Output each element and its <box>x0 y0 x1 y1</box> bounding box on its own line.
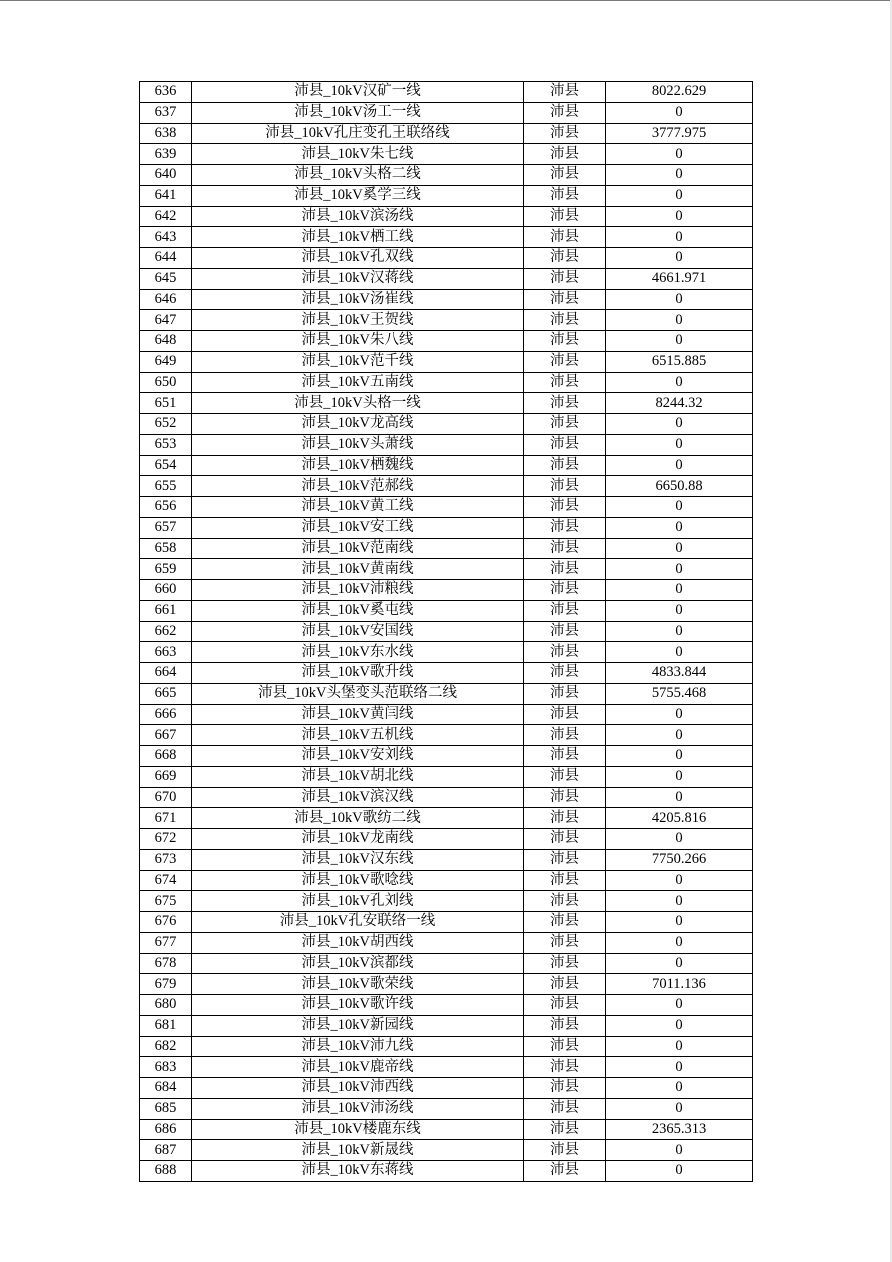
table-row <box>140 476 753 497</box>
table-row <box>140 227 753 248</box>
region-cell: 沛县 <box>524 289 606 310</box>
region-cell: 沛县 <box>524 248 606 269</box>
table-row <box>140 1015 753 1036</box>
line-name-cell: 沛县_10kV滨都线 <box>192 953 524 974</box>
value-cell: 6515.885 <box>606 351 753 372</box>
value-cell: 2365.313 <box>606 1119 753 1140</box>
line-name-cell: 沛县_10kV王贺线 <box>192 310 524 331</box>
line-name-cell: 沛县_10kV头格一线 <box>192 393 524 414</box>
row-index-cell: 645 <box>140 268 192 289</box>
value-cell: 0 <box>606 642 753 663</box>
row-index-cell: 681 <box>140 1015 192 1036</box>
line-data-table <box>139 81 753 1182</box>
table-row <box>140 953 753 974</box>
region-cell: 沛县 <box>524 517 606 538</box>
value-cell: 0 <box>606 331 753 352</box>
region-cell: 沛县 <box>524 995 606 1016</box>
row-index-cell: 676 <box>140 912 192 933</box>
value-cell: 0 <box>606 1057 753 1078</box>
line-name-cell: 沛县_10kV鹿帝线 <box>192 1057 524 1078</box>
table-row <box>140 912 753 933</box>
line-name-cell: 沛县_10kV汤工一线 <box>192 102 524 123</box>
row-index-cell: 664 <box>140 663 192 684</box>
table-row <box>140 351 753 372</box>
region-cell: 沛县 <box>524 974 606 995</box>
table-row <box>140 559 753 580</box>
table-row <box>140 995 753 1016</box>
region-cell: 沛县 <box>524 912 606 933</box>
row-index-cell: 670 <box>140 787 192 808</box>
region-cell: 沛县 <box>524 144 606 165</box>
value-cell: 3777.975 <box>606 123 753 144</box>
line-name-cell: 沛县_10kV栖工线 <box>192 227 524 248</box>
table-row <box>140 1078 753 1099</box>
table-row <box>140 932 753 953</box>
line-name-cell: 沛县_10kV头萧线 <box>192 434 524 455</box>
row-index-cell: 648 <box>140 331 192 352</box>
line-name-cell: 沛县_10kV汉矿一线 <box>192 82 524 103</box>
row-index-cell: 667 <box>140 725 192 746</box>
row-index-cell: 675 <box>140 891 192 912</box>
table-row <box>140 434 753 455</box>
row-index-cell: 651 <box>140 393 192 414</box>
value-cell: 0 <box>606 1140 753 1161</box>
table-row <box>140 746 753 767</box>
row-index-cell: 637 <box>140 102 192 123</box>
region-cell: 沛县 <box>524 1015 606 1036</box>
line-name-cell: 沛县_10kV孔庄变孔王联络线 <box>192 123 524 144</box>
value-cell: 8244.32 <box>606 393 753 414</box>
row-index-cell: 652 <box>140 414 192 435</box>
line-name-cell: 沛县_10kV歌唸线 <box>192 870 524 891</box>
value-cell: 0 <box>606 912 753 933</box>
region-cell: 沛县 <box>524 165 606 186</box>
table-row <box>140 1140 753 1161</box>
row-index-cell: 646 <box>140 289 192 310</box>
region-cell: 沛县 <box>524 787 606 808</box>
row-index-cell: 642 <box>140 206 192 227</box>
region-cell: 沛县 <box>524 102 606 123</box>
table-row <box>140 310 753 331</box>
region-cell: 沛县 <box>524 1140 606 1161</box>
row-index-cell: 638 <box>140 123 192 144</box>
row-index-cell: 636 <box>140 82 192 103</box>
table-row <box>140 455 753 476</box>
table-row <box>140 331 753 352</box>
row-index-cell: 665 <box>140 683 192 704</box>
line-name-cell: 沛县_10kV胡西线 <box>192 932 524 953</box>
region-cell: 沛县 <box>524 600 606 621</box>
row-index-cell: 663 <box>140 642 192 663</box>
line-name-cell: 沛县_10kV范南线 <box>192 538 524 559</box>
table-row <box>140 725 753 746</box>
table-row <box>140 1098 753 1119</box>
table-row <box>140 580 753 601</box>
value-cell: 0 <box>606 725 753 746</box>
line-name-cell: 沛县_10kV黄闫线 <box>192 704 524 725</box>
value-cell: 0 <box>606 165 753 186</box>
line-name-cell: 沛县_10kV歌荣线 <box>192 974 524 995</box>
row-index-cell: 639 <box>140 144 192 165</box>
row-index-cell: 662 <box>140 621 192 642</box>
value-cell: 0 <box>606 995 753 1016</box>
value-cell: 0 <box>606 559 753 580</box>
region-cell: 沛县 <box>524 849 606 870</box>
line-name-cell: 沛县_10kV朱八线 <box>192 331 524 352</box>
table-row <box>140 600 753 621</box>
table-row <box>140 123 753 144</box>
row-index-cell: 657 <box>140 517 192 538</box>
table-row <box>140 642 753 663</box>
table-row <box>140 974 753 995</box>
line-name-cell: 沛县_10kV头格二线 <box>192 165 524 186</box>
line-name-cell: 沛县_10kV汉东线 <box>192 849 524 870</box>
region-cell: 沛县 <box>524 663 606 684</box>
line-name-cell: 沛县_10kV安国线 <box>192 621 524 642</box>
region-cell: 沛县 <box>524 227 606 248</box>
row-index-cell: 678 <box>140 953 192 974</box>
line-name-cell: 沛县_10kV黄南线 <box>192 559 524 580</box>
line-name-cell: 沛县_10kV龙南线 <box>192 829 524 850</box>
value-cell: 4661.971 <box>606 268 753 289</box>
region-cell: 沛县 <box>524 351 606 372</box>
value-cell: 0 <box>606 538 753 559</box>
table-body <box>140 82 753 1182</box>
row-index-cell: 643 <box>140 227 192 248</box>
row-index-cell: 669 <box>140 766 192 787</box>
region-cell: 沛县 <box>524 766 606 787</box>
row-index-cell: 683 <box>140 1057 192 1078</box>
row-index-cell: 674 <box>140 870 192 891</box>
value-cell: 0 <box>606 580 753 601</box>
table-row <box>140 766 753 787</box>
value-cell: 0 <box>606 746 753 767</box>
row-index-cell: 672 <box>140 829 192 850</box>
line-name-cell: 沛县_10kV歌纺二线 <box>192 808 524 829</box>
table-row <box>140 165 753 186</box>
row-index-cell: 655 <box>140 476 192 497</box>
region-cell: 沛县 <box>524 455 606 476</box>
row-index-cell: 677 <box>140 932 192 953</box>
line-name-cell: 沛县_10kV新园线 <box>192 1015 524 1036</box>
row-index-cell: 653 <box>140 434 192 455</box>
table-row <box>140 891 753 912</box>
region-cell: 沛县 <box>524 580 606 601</box>
region-cell: 沛县 <box>524 683 606 704</box>
table-row <box>140 393 753 414</box>
line-name-cell: 沛县_10kV栖魏线 <box>192 455 524 476</box>
line-name-cell: 沛县_10kV沛粮线 <box>192 580 524 601</box>
table-row <box>140 497 753 518</box>
value-cell: 0 <box>606 414 753 435</box>
row-index-cell: 668 <box>140 746 192 767</box>
region-cell: 沛县 <box>524 310 606 331</box>
table-row <box>140 849 753 870</box>
value-cell: 8022.629 <box>606 82 753 103</box>
value-cell: 0 <box>606 1161 753 1182</box>
table-row <box>140 248 753 269</box>
region-cell: 沛县 <box>524 476 606 497</box>
region-cell: 沛县 <box>524 932 606 953</box>
line-name-cell: 沛县_10kV龙高线 <box>192 414 524 435</box>
value-cell: 0 <box>606 455 753 476</box>
value-cell: 0 <box>606 372 753 393</box>
value-cell: 0 <box>606 600 753 621</box>
value-cell: 0 <box>606 870 753 891</box>
value-cell: 0 <box>606 953 753 974</box>
table-row <box>140 372 753 393</box>
value-cell: 0 <box>606 434 753 455</box>
region-cell: 沛县 <box>524 1057 606 1078</box>
value-cell: 0 <box>606 829 753 850</box>
value-cell: 0 <box>606 289 753 310</box>
region-cell: 沛县 <box>524 414 606 435</box>
line-name-cell: 沛县_10kV滨汤线 <box>192 206 524 227</box>
table-row <box>140 1057 753 1078</box>
value-cell: 0 <box>606 248 753 269</box>
table-row <box>140 787 753 808</box>
table-row <box>140 1119 753 1140</box>
value-cell: 0 <box>606 1098 753 1119</box>
value-cell: 0 <box>606 185 753 206</box>
line-name-cell: 沛县_10kV孔刘线 <box>192 891 524 912</box>
value-cell: 0 <box>606 1078 753 1099</box>
line-name-cell: 沛县_10kV五南线 <box>192 372 524 393</box>
region-cell: 沛县 <box>524 1098 606 1119</box>
region-cell: 沛县 <box>524 808 606 829</box>
line-name-cell: 沛县_10kV东水线 <box>192 642 524 663</box>
row-index-cell: 654 <box>140 455 192 476</box>
line-name-cell: 沛县_10kV孔安联络一线 <box>192 912 524 933</box>
value-cell: 0 <box>606 787 753 808</box>
line-name-cell: 沛县_10kV楼鹿东线 <box>192 1119 524 1140</box>
value-cell: 4833.844 <box>606 663 753 684</box>
row-index-cell: 671 <box>140 808 192 829</box>
region-cell: 沛县 <box>524 891 606 912</box>
row-index-cell: 688 <box>140 1161 192 1182</box>
row-index-cell: 647 <box>140 310 192 331</box>
value-cell: 0 <box>606 891 753 912</box>
region-cell: 沛县 <box>524 1119 606 1140</box>
line-name-cell: 沛县_10kV滨汉线 <box>192 787 524 808</box>
value-cell: 0 <box>606 310 753 331</box>
table-row <box>140 268 753 289</box>
region-cell: 沛县 <box>524 497 606 518</box>
value-cell: 0 <box>606 227 753 248</box>
region-cell: 沛县 <box>524 268 606 289</box>
region-cell: 沛县 <box>524 331 606 352</box>
region-cell: 沛县 <box>524 1078 606 1099</box>
row-index-cell: 661 <box>140 600 192 621</box>
line-name-cell: 沛县_10kV歌许线 <box>192 995 524 1016</box>
line-name-cell: 沛县_10kV黄工线 <box>192 497 524 518</box>
row-index-cell: 680 <box>140 995 192 1016</box>
line-name-cell: 沛县_10kV朱七线 <box>192 144 524 165</box>
region-cell: 沛县 <box>524 1161 606 1182</box>
row-index-cell: 682 <box>140 1036 192 1057</box>
line-name-cell: 沛县_10kV安刘线 <box>192 746 524 767</box>
table-row <box>140 683 753 704</box>
line-name-cell: 沛县_10kV沛西线 <box>192 1078 524 1099</box>
row-index-cell: 649 <box>140 351 192 372</box>
line-name-cell: 沛县_10kV沛九线 <box>192 1036 524 1057</box>
value-cell: 0 <box>606 1015 753 1036</box>
line-name-cell: 沛县_10kV歌升线 <box>192 663 524 684</box>
value-cell: 0 <box>606 144 753 165</box>
table-row <box>140 621 753 642</box>
value-cell: 0 <box>606 1036 753 1057</box>
table-row <box>140 663 753 684</box>
region-cell: 沛县 <box>524 704 606 725</box>
row-index-cell: 684 <box>140 1078 192 1099</box>
row-index-cell: 640 <box>140 165 192 186</box>
table-row <box>140 206 753 227</box>
row-index-cell: 644 <box>140 248 192 269</box>
region-cell: 沛县 <box>524 123 606 144</box>
line-name-cell: 沛县_10kV安工线 <box>192 517 524 538</box>
region-cell: 沛县 <box>524 82 606 103</box>
row-index-cell: 685 <box>140 1098 192 1119</box>
line-name-cell: 沛县_10kV孔双线 <box>192 248 524 269</box>
value-cell: 6650.88 <box>606 476 753 497</box>
table-row <box>140 144 753 165</box>
table-row <box>140 704 753 725</box>
line-name-cell: 沛县_10kV范郝线 <box>192 476 524 497</box>
region-cell: 沛县 <box>524 559 606 580</box>
region-cell: 沛县 <box>524 870 606 891</box>
page-top-border <box>0 0 892 1</box>
line-name-cell: 沛县_10kV头堡变头范联络二线 <box>192 683 524 704</box>
table-row <box>140 1161 753 1182</box>
value-cell: 0 <box>606 102 753 123</box>
line-name-cell: 沛县_10kV汤崔线 <box>192 289 524 310</box>
value-cell: 0 <box>606 517 753 538</box>
line-name-cell: 沛县_10kV新晟线 <box>192 1140 524 1161</box>
row-index-cell: 650 <box>140 372 192 393</box>
value-cell: 4205.816 <box>606 808 753 829</box>
value-cell: 0 <box>606 497 753 518</box>
row-index-cell: 659 <box>140 559 192 580</box>
value-cell: 7750.266 <box>606 849 753 870</box>
region-cell: 沛县 <box>524 372 606 393</box>
region-cell: 沛县 <box>524 206 606 227</box>
row-index-cell: 658 <box>140 538 192 559</box>
line-name-cell: 沛县_10kV奚学三线 <box>192 185 524 206</box>
line-name-cell: 沛县_10kV范千线 <box>192 351 524 372</box>
region-cell: 沛县 <box>524 621 606 642</box>
table-row <box>140 538 753 559</box>
table-row <box>140 289 753 310</box>
line-name-cell: 沛县_10kV汉蒋线 <box>192 268 524 289</box>
row-index-cell: 660 <box>140 580 192 601</box>
region-cell: 沛县 <box>524 953 606 974</box>
line-name-cell: 沛县_10kV胡北线 <box>192 766 524 787</box>
table-row <box>140 102 753 123</box>
row-index-cell: 673 <box>140 849 192 870</box>
table-row <box>140 870 753 891</box>
region-cell: 沛县 <box>524 725 606 746</box>
table-row <box>140 1036 753 1057</box>
row-index-cell: 686 <box>140 1119 192 1140</box>
row-index-cell: 641 <box>140 185 192 206</box>
value-cell: 0 <box>606 621 753 642</box>
value-cell: 0 <box>606 704 753 725</box>
region-cell: 沛县 <box>524 393 606 414</box>
line-name-cell: 沛县_10kV奚屯线 <box>192 600 524 621</box>
region-cell: 沛县 <box>524 434 606 455</box>
table-row <box>140 808 753 829</box>
row-index-cell: 687 <box>140 1140 192 1161</box>
region-cell: 沛县 <box>524 829 606 850</box>
table-row <box>140 829 753 850</box>
table-row <box>140 82 753 103</box>
region-cell: 沛县 <box>524 1036 606 1057</box>
value-cell: 5755.468 <box>606 683 753 704</box>
region-cell: 沛县 <box>524 746 606 767</box>
value-cell: 0 <box>606 766 753 787</box>
line-name-cell: 沛县_10kV五机线 <box>192 725 524 746</box>
row-index-cell: 656 <box>140 497 192 518</box>
table-row <box>140 414 753 435</box>
value-cell: 0 <box>606 206 753 227</box>
row-index-cell: 666 <box>140 704 192 725</box>
line-name-cell: 沛县_10kV沛汤线 <box>192 1098 524 1119</box>
region-cell: 沛县 <box>524 642 606 663</box>
region-cell: 沛县 <box>524 185 606 206</box>
row-index-cell: 679 <box>140 974 192 995</box>
value-cell: 7011.136 <box>606 974 753 995</box>
region-cell: 沛县 <box>524 538 606 559</box>
table-row <box>140 185 753 206</box>
table-row <box>140 517 753 538</box>
value-cell: 0 <box>606 932 753 953</box>
line-name-cell: 沛县_10kV东蒋线 <box>192 1161 524 1182</box>
